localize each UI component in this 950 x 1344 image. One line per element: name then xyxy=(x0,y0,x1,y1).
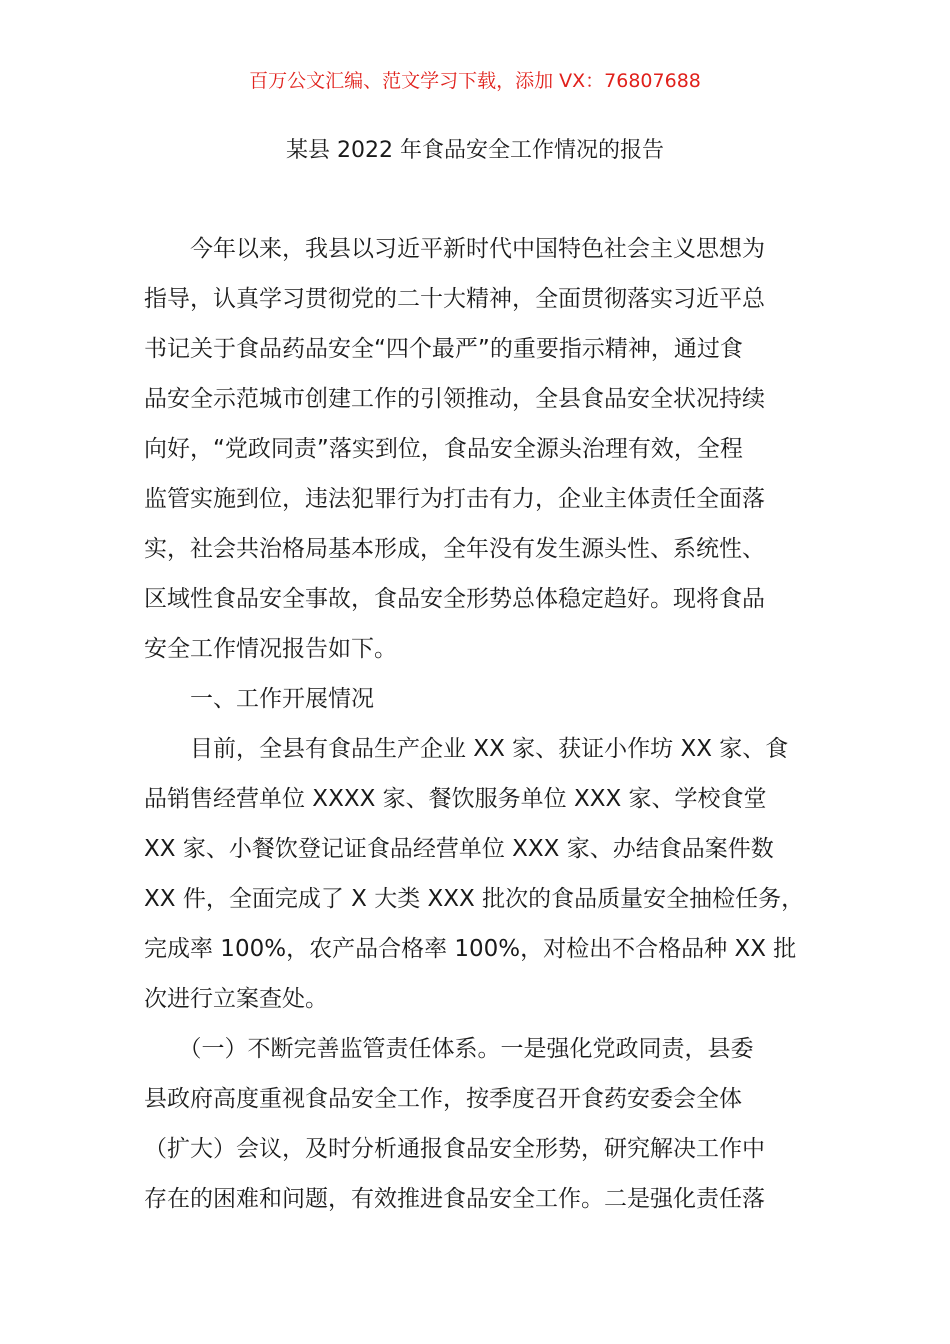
body-line: XX 件，全面完成了 X 大类 XXX 批次的食品质量安全抽检任务， xyxy=(144,886,805,912)
body-line: XX 家、小餐饮登记证食品经营单位 XXX 家、办结食品案件数 xyxy=(144,836,774,862)
body-line: 县政府高度重视食品安全工作，按季度召开食药安委会全体 xyxy=(144,1086,742,1112)
body-line: 完成率 100%，农产品合格率 100%，对检出不合格品种 XX 批 xyxy=(144,936,797,962)
body-line: 品销售经营单位 XXXX 家、餐饮服务单位 XXX 家、学校食堂 xyxy=(144,786,767,812)
body-line: 次进行立案查处。 xyxy=(144,986,328,1012)
body-line: 区域性食品安全事故，食品安全形势总体稳定趋好。现将食品 xyxy=(144,586,765,612)
body-line: 存在的困难和问题，有效推进食品安全工作。二是强化责任落 xyxy=(144,1186,765,1212)
body-line: 今年以来，我县以习近平新时代中国特色社会主义思想为 xyxy=(144,236,765,262)
document-title: 某县 2022 年食品安全工作情况的报告 xyxy=(286,138,664,163)
body-line: 实，社会共治格局基本形成，全年没有发生源头性、系统性、 xyxy=(144,536,765,562)
body-line: 目前，全县有食品生产企业 XX 家、获证小作坊 XX 家、食 xyxy=(144,736,789,762)
body-line: 品安全示范城市创建工作的引领推动，全县食品安全状况持续 xyxy=(144,386,765,412)
section-heading: 一、工作开展情况 xyxy=(144,686,374,712)
body-line: 指导，认真学习贯彻党的二十大精神，全面贯彻落实习近平总 xyxy=(144,286,765,312)
body-line: 监管实施到位，违法犯罪行为打击有力，企业主体责任全面落 xyxy=(144,486,765,512)
body-line: 书记关于食品药品安全“四个最严”的重要指示精神，通过食 xyxy=(144,336,743,362)
body-line: 安全工作情况报告如下。 xyxy=(144,636,397,662)
document-body xyxy=(144,224,834,1224)
body-line: 向好，“党政同责”落实到位，食品安全源头治理有效，全程 xyxy=(144,436,743,462)
subsection-line: （一）不断完善监管责任体系。一是强化党政同责，县委 xyxy=(144,1036,754,1062)
body-line: （扩大）会议，及时分析通报食品安全形势，研究解决工作中 xyxy=(144,1136,765,1162)
header-download-note: 百万公文汇编、范文学习下载，添加 VX：76807688 xyxy=(249,70,701,92)
